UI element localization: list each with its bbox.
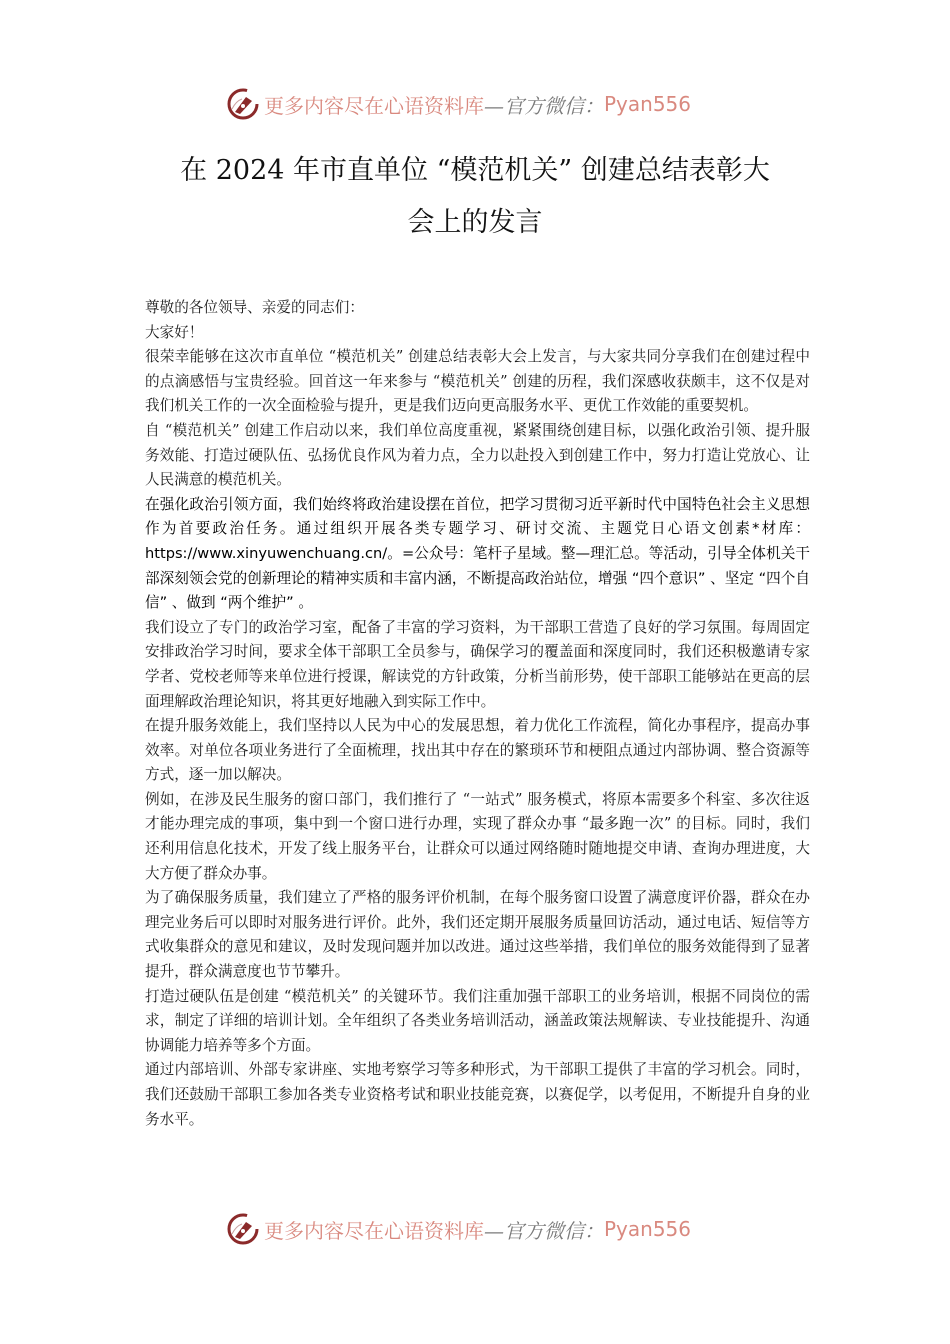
paragraph: 在提升服务效能上，我们坚持以人民为中心的发展思想，着力优化工作流程，简化办事程序，提高办事效率。对单位各项业务进行了全面梳理，找出其中存在的繁琐环节和梗阻点通过内部协调、整合资源等方式，逐一加以解决。 [145, 717, 810, 784]
title-line-1: 在 2024 年市直单位 “模范机关” 创建总结表彰大 [180, 155, 770, 186]
pen-nib-logo-icon [226, 87, 260, 121]
banner-site-text: 更多内容尽在心语资料库 [264, 93, 484, 118]
greeting: 大家好！ [145, 323, 204, 341]
salutation: 尊敬的各位领导、亲爱的同志们： [145, 299, 364, 316]
banner-wechat-id: Pyan556 [604, 1217, 692, 1241]
banner-wechat-label: —官方微信： [484, 93, 604, 118]
header-banner [226, 84, 726, 124]
document-body [145, 296, 810, 1132]
banner-site-text: 更多内容尽在心语资料库 [264, 1218, 484, 1243]
paragraph: 我们设立了专门的政治学习室，配备了丰富的学习资料，为干部职工营造了良好的学习氛围。每周固定安排政治学习时间，要求全体干部职工全员参与，确保学习的覆盖面和深度同时，我们还积极邀请专家学者、党校老师等来单位进行授课，解读党的方针政策，分析当前形势，使干部职工能够站在更高的层面理解政治理论知识，将其更好地融入到实际工作中。 [145, 618, 810, 710]
pen-nib-logo-icon [226, 1212, 260, 1246]
footer-banner [226, 1209, 726, 1249]
banner-wechat-id: Pyan556 [604, 92, 692, 116]
document-title [140, 145, 810, 249]
title-line-2: 会上的发言 [407, 207, 543, 238]
paragraph: 很荣幸能够在这次市直单位 “模范机关” 创建总结表彰大会上发言，与大家共同分享我们在创建过程中的点滴感悟与宝贵经验。回首这一年来参与 “模范机关” 创建的历程，我们深感收获颇丰，这不仅是对我们机关工作的一次全面检验与提升，更是我们迈向更高服务水平、更优工作效能的重要契机。 [145, 348, 810, 415]
paragraph-political-leadership: 在强化政治引领方面，我们始终将政治建设摆在首位，把学习贯彻习近平新时代中国特色社会主义思想作为首要政治任务。通过组织开展各类专题学习、研讨交流、主题党日心语文创素*材库：https://www.xinyuwenchuang.cn/。=公众号：笔杆子星域。整—理汇总。等活动，引导全体机关干部深刻领会党的创新理论的精神实质和丰富内涵，不断提高政治站位，增强 “四个意识” 、坚定 “四个自信” 、做到 “两个维护” 。 [145, 495, 810, 612]
paragraph: 自 “模范机关” 创建工作启动以来，我们单位高度重视，紧紧围绕创建目标，以强化政治引领、提升服务效能、打造过硬队伍、弘扬优良作风为着力点，全力以赴投入到创建工作中，努力打造让党放心、让人民满意的模范机关。 [145, 421, 810, 489]
paragraph: 为了确保服务质量，我们建立了严格的服务评价机制，在每个服务窗口设置了满意度评价器，群众在办理完业务后可以即时对服务进行评价。此外，我们还定期开展服务质量回访活动，通过电话、短信等方式收集群众的意见和建议，及时发现问题并加以改进。通过这些举措，我们单位的服务效能得到了显著提升，群众满意度也节节攀升。 [145, 889, 810, 981]
banner-wechat-label: —官方微信： [484, 1218, 604, 1243]
paragraph: 打造过硬队伍是创建 “模范机关” 的关键环节。我们注重加强干部职工的业务培训，根据不同岗位的需求，制定了详细的培训计划。全年组织了各类业务培训活动，涵盖政策法规解读、专业技能提升、沟通协调能力培养等多个方面。 [145, 987, 810, 1054]
paragraph: 通过内部培训、外部专家讲座、实地考察学习等多种形式，为干部职工提供了丰富的学习机会。同时，我们还鼓励干部职工参加各类专业资格考试和职业技能竞赛，以赛促学，以考促用，不断提升自身的业务水平。 [145, 1061, 810, 1128]
paragraph: 例如，在涉及民生服务的窗口部门，我们推行了 “一站式” 服务模式，将原本需要多个科室、多次往返才能办理完成的事项，集中到一个窗口进行办理，实现了群众办事 “最多跑一次” 的目标。同时，我们还利用信息化技术，开发了线上服务平台，让群众可以通过网络随时随地提交申请、查询办理进度，大大方便了群众办事。 [145, 790, 810, 882]
